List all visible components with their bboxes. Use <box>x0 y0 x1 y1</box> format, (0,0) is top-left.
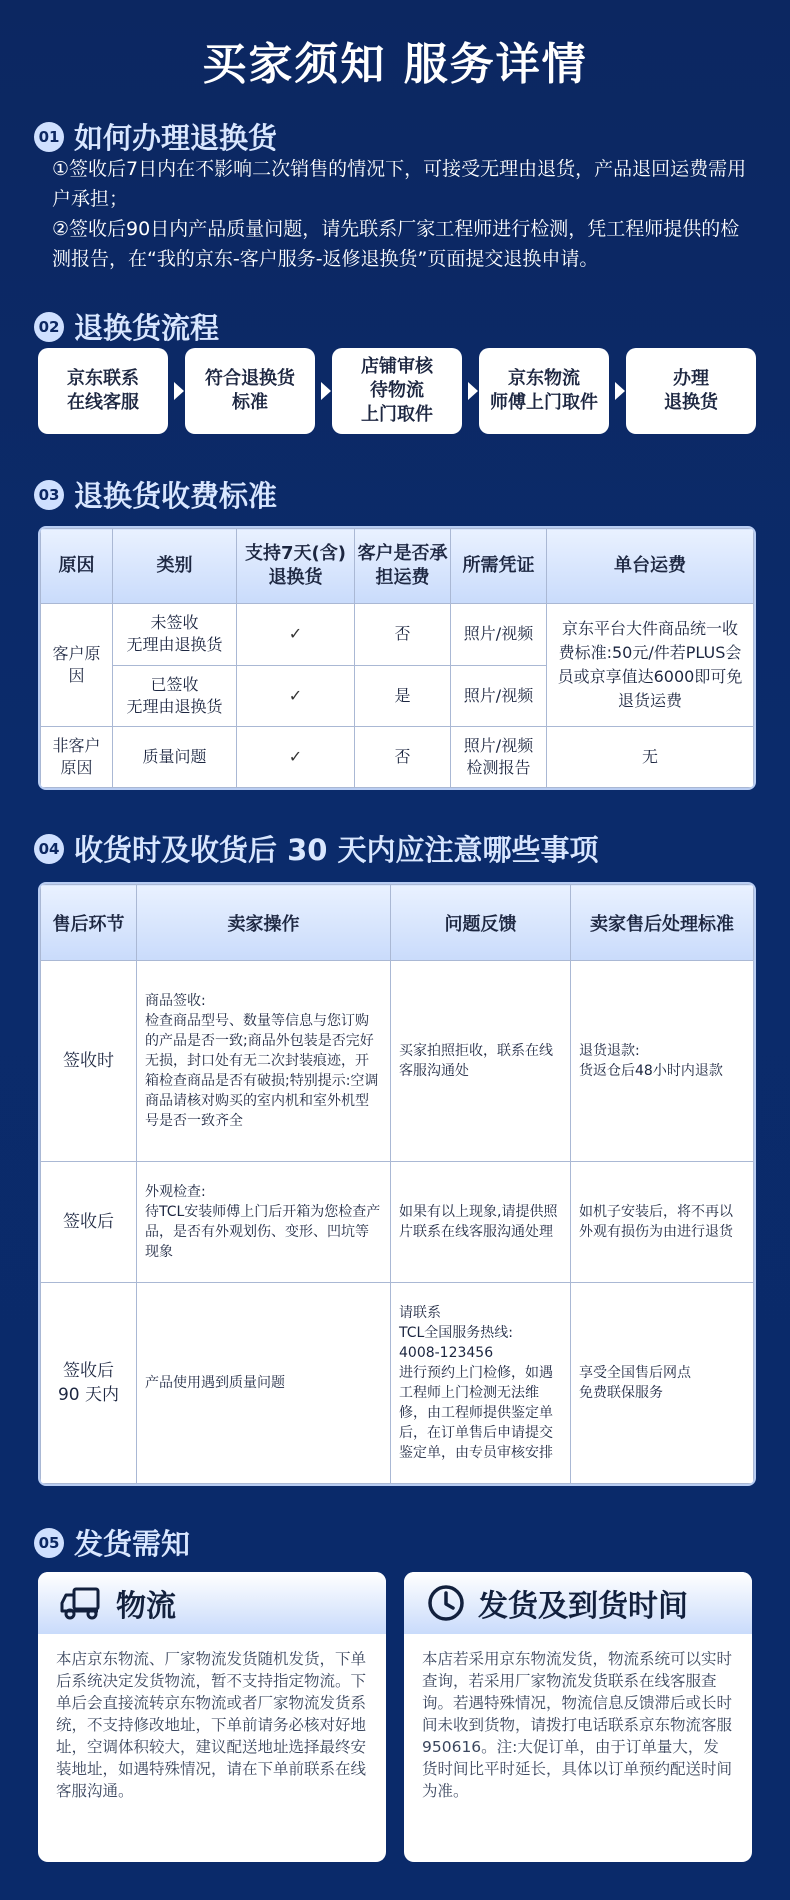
cell-standard: 如机子安装后，将不再以外观有损伤为由进行退货 <box>571 1162 754 1283</box>
cell-bear: 是 <box>355 665 451 727</box>
logistics-card-body: 本店京东物流、厂家物流发货随机发货，下单后系统决定发货物流，暂不支持指定物流。下单后会直接流转京东物流或者厂家物流发货系统，不支持修改地址，下单前请务必核对好地址，空调体积较大，建议配送地址选择最终安装地址，如遇特殊情况，请在下单前联系在线客服沟通。 <box>56 1650 367 1800</box>
arrow-right-icon <box>174 382 184 400</box>
cell-standard: 享受全国售后网点 免费联保服务 <box>571 1282 754 1483</box>
cell-operation: 商品签收: 检查商品型号、数量等信息与您订购的产品是否一致;商品外包装是否完好无损，封口处有无二次封装痕迹，开箱检查商品是否有破损;特别提示:空调商品请核对购买的室内机和室外机型号是否一致齐全 <box>137 961 391 1162</box>
header-proof: 所需凭证 <box>451 529 547 604</box>
cell-stage: 签收后 90 天内 <box>41 1282 137 1483</box>
flow-step-standard: 符合退换货 标准 <box>185 348 315 434</box>
header-seller-operation: 卖家操作 <box>137 885 391 961</box>
clock-icon <box>426 1583 466 1623</box>
cell-standard: 退货退款: 货返仓后48小时内退款 <box>571 961 754 1162</box>
cell-operation: 外观检查: 待TCL安装师傅上门后开箱为您检查产品，是否有外观划伤、变形、凹坑等现象 <box>137 1162 391 1283</box>
check-icon: ✓ <box>237 727 355 788</box>
cell-proof: 照片/视频 <box>451 603 547 665</box>
cell-stage: 签收后 <box>41 1162 137 1283</box>
header-customer-pays: 客户是否承担运费 <box>355 529 451 604</box>
truck-icon <box>60 1583 104 1623</box>
cell-feedback: 买家拍照拒收，联系在线客服沟通处 <box>391 961 571 1162</box>
returns-notice <box>52 154 752 274</box>
section-header-returns <box>34 116 277 157</box>
cell-proof: 照片/视频 检测报告 <box>451 727 547 788</box>
section-title: 如何办理退换货 <box>74 121 278 155</box>
check-icon: ✓ <box>237 665 355 727</box>
page-title: 买家须知 服务详情 <box>202 39 588 90</box>
section-number: 03 <box>34 480 64 510</box>
delivery-time-card-header <box>404 1572 752 1634</box>
logistics-card-title: 物流 <box>116 1589 176 1624</box>
flow-step-process: 办理 退换货 <box>626 348 756 434</box>
notice-point-1: ①签收后7日内在不影响二次销售的情况下，可接受无理由退货，产品退回运费需用户承担； <box>52 158 747 210</box>
header-category: 类别 <box>113 529 237 604</box>
cell-operation: 产品使用遇到质量问题 <box>137 1282 391 1483</box>
section-title: 退换货流程 <box>74 311 220 345</box>
section-header-process <box>34 306 219 347</box>
delivery-time-card <box>404 1572 752 1862</box>
section-header-fees <box>34 474 277 515</box>
section-title: 退换货收费标准 <box>74 479 278 513</box>
logistics-card-header <box>38 1572 386 1634</box>
section-title: 收货时及收货后 30 天内应注意哪些事项 <box>74 833 599 867</box>
section-number: 04 <box>34 834 64 864</box>
flow-step-pickup: 京东物流 师傅上门取件 <box>479 348 609 434</box>
cell-category: 已签收 无理由退换货 <box>113 665 237 727</box>
cell-category: 未签收 无理由退换货 <box>113 603 237 665</box>
cell-customer-reason: 客户原因 <box>41 603 113 726</box>
section-title: 发货需知 <box>74 1527 191 1561</box>
cell-bear: 否 <box>355 727 451 788</box>
cell-non-customer-reason: 非客户原因 <box>41 727 113 788</box>
fee-table <box>38 526 756 790</box>
cell-feedback: 如果有以上现象,请提供照片联系在线客服沟通处理 <box>391 1162 571 1283</box>
cell-stage: 签收时 <box>41 961 137 1162</box>
delivery-time-card-body: 本店若采用京东物流发货，物流系统可以实时查询，若采用厂家物流发货联系在线客服查询。若遇特殊情况，物流信息反馈滞后或长时间未收到货物，请拨打电话联系京东物流客服950616。注:大促订单，由于订单量大，发货时间比平时延长，具体以订单预约配送时间为准。 <box>422 1650 733 1800</box>
notes-table <box>38 882 756 1486</box>
arrow-right-icon <box>615 382 625 400</box>
arrow-right-icon <box>468 382 478 400</box>
process-flow <box>38 348 756 434</box>
flow-step-contact: 京东联系 在线客服 <box>38 348 168 434</box>
header-support-7day: 支持7天(含)退换货 <box>237 529 355 604</box>
section-number: 01 <box>34 122 64 152</box>
notice-point-2: ②签收后90日内产品质量问题，请先联系厂家工程师进行检测，凭工程师提供的检测报告，在“我的京东-客户服务-返修退换货”页面提交退换申请。 <box>52 218 740 270</box>
cell-proof: 照片/视频 <box>451 665 547 727</box>
logistics-card <box>38 1572 386 1862</box>
arrow-right-icon <box>321 382 331 400</box>
header-stage: 售后环节 <box>41 885 137 961</box>
header-shipping-fee: 单台运费 <box>547 529 754 604</box>
header-feedback: 问题反馈 <box>391 885 571 961</box>
section-number: 02 <box>34 312 64 342</box>
delivery-time-card-title: 发货及到货时间 <box>478 1589 688 1624</box>
cell-shipping-fee-note: 京东平台大件商品统一收费标准:50元/件若PLUS会员或京享值达6000即可免退货运费 <box>547 603 754 726</box>
check-icon: ✓ <box>237 603 355 665</box>
flow-step-review: 店铺审核 待物流 上门取件 <box>332 348 462 434</box>
header-reason: 原因 <box>41 529 113 604</box>
cell-shipping-fee-none: 无 <box>547 727 754 788</box>
cell-bear: 否 <box>355 603 451 665</box>
cell-feedback: 请联系 TCL全国服务热线: 4008-123456 进行预约上门检修，如遇工程师上门检测无法维修，由工程师提供鉴定单后，在订单售后申请提交鉴定单，由专员审核安排 <box>391 1282 571 1483</box>
section-header-shipping <box>34 1522 190 1563</box>
header-standard: 卖家售后处理标准 <box>571 885 754 961</box>
section-number: 05 <box>34 1528 64 1558</box>
section-header-notes <box>34 828 599 869</box>
cell-category: 质量问题 <box>113 727 237 788</box>
